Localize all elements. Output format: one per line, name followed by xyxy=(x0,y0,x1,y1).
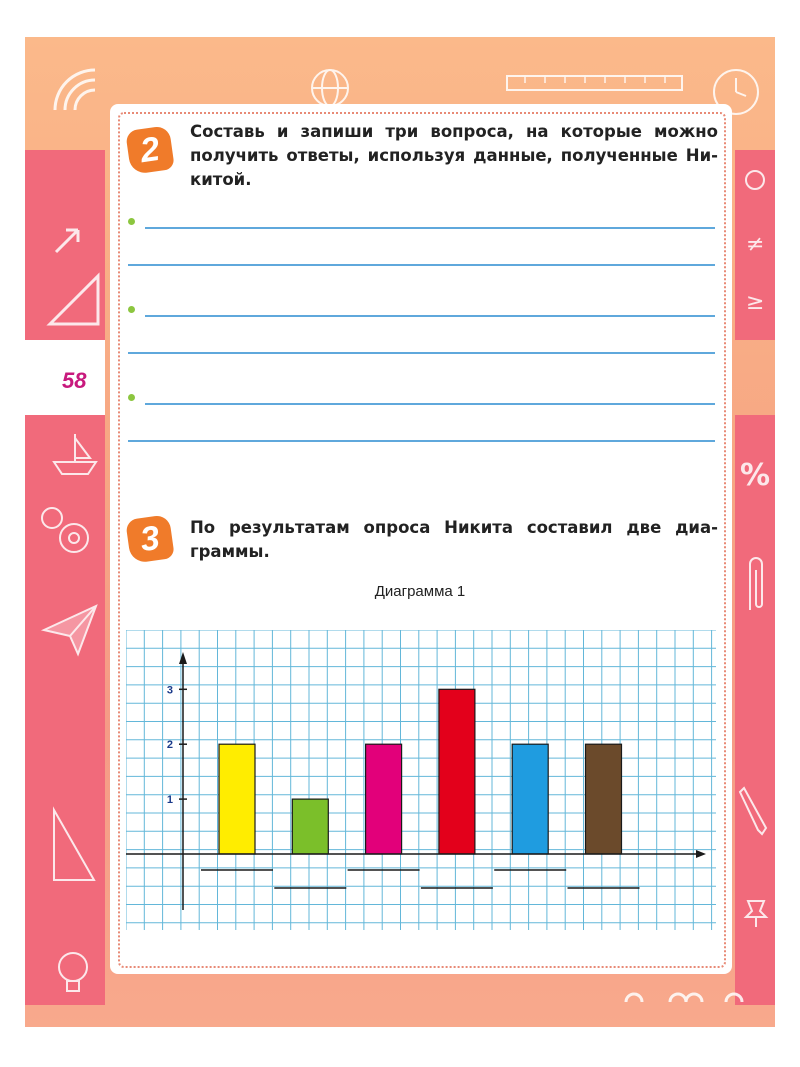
answer-line-1b[interactable] xyxy=(128,264,715,266)
paper-plane-icon xyxy=(40,600,100,660)
gears-icon xyxy=(32,500,102,570)
paper-boat-icon xyxy=(50,430,100,480)
paperclip-icon xyxy=(740,550,770,620)
bar-5 xyxy=(512,744,548,854)
answer-line-2b[interactable] xyxy=(128,352,715,354)
arches-decoration xyxy=(620,982,750,1006)
y-tick-label-1: 1 xyxy=(166,794,173,807)
sun-icon xyxy=(735,160,775,200)
answer-bullet-3 xyxy=(128,394,135,401)
cursor-arrow-icon xyxy=(48,220,98,260)
pencil-icon xyxy=(736,780,776,840)
ruler-icon xyxy=(505,74,685,94)
wifi-icon xyxy=(45,60,105,120)
y-tick-label-3: 3 xyxy=(166,684,173,697)
answer-line-2a[interactable] xyxy=(145,315,715,317)
page-number: 58 xyxy=(62,368,87,393)
answer-bullet-1 xyxy=(128,218,135,225)
bar-6 xyxy=(586,744,622,854)
triangle-icon xyxy=(44,800,104,890)
not-equal-sign: ≠ xyxy=(746,232,765,257)
task-2-badge: 2 xyxy=(125,125,175,175)
greater-or-equal-sign: ≥ xyxy=(746,290,765,315)
globe-icon xyxy=(300,62,360,106)
y-axis-arrow xyxy=(179,652,187,664)
task-3-badge: 3 xyxy=(125,514,175,564)
answer-line-3b[interactable] xyxy=(128,440,715,442)
push-pin-icon xyxy=(738,895,772,929)
y-tick-label-2: 2 xyxy=(166,739,173,752)
x-axis-arrow xyxy=(696,850,706,858)
diagram-caption: Диаграмма 1 xyxy=(374,583,466,600)
percent-sign: % xyxy=(740,458,771,493)
bar-chart xyxy=(126,630,716,930)
bar-1 xyxy=(219,744,255,854)
bar-2 xyxy=(292,799,328,854)
bar-4 xyxy=(439,689,475,854)
task-3-text: По результатам опроса Никита составил две диаграммы. xyxy=(190,518,718,561)
bar-3 xyxy=(366,744,402,854)
answer-bullet-2 xyxy=(128,306,135,313)
set-square-icon xyxy=(44,270,104,330)
answer-line-1a[interactable] xyxy=(145,227,715,229)
light-bulb-icon xyxy=(48,945,98,1005)
answer-line-3a[interactable] xyxy=(145,403,715,405)
task-2-text: Составь и запиши три вопроса, на которые можно получить ответы, используя данные, полученные Никитой. xyxy=(190,122,718,189)
